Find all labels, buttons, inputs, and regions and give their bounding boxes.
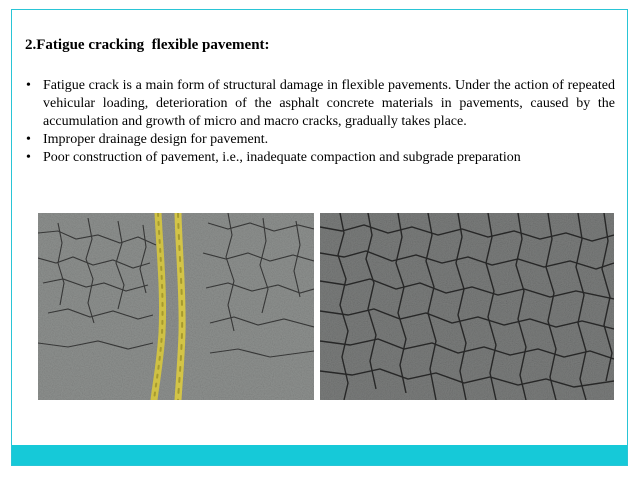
slide-frame [11, 9, 628, 466]
bullet-icon: • [26, 132, 31, 147]
bullet-icon: • [26, 150, 31, 165]
slide-title: 2.Fatigue cracking flexible pavement: [25, 37, 270, 53]
bullet-text: Fatigue crack is a main form of structural damage in flexible pavements. Under the action of repeated vehicular loading, deterioration of the asphalt concrete materials in pavements, caused by the accumulation and growth of micro and macro cracks, gradually takes place. [43, 78, 615, 129]
footer-accent-bar [12, 445, 627, 465]
bullet-icon: • [26, 78, 31, 93]
bullet-list [25, 77, 615, 167]
road-yellow-line-photo [38, 213, 314, 400]
bullet-text: Poor construction of pavement, i.e., inadequate compaction and subgrade preparation [43, 150, 521, 165]
alligator-crack-image [320, 213, 614, 400]
cracked-road-image [38, 213, 314, 400]
alligator-cracking-photo [320, 213, 614, 400]
bullet-item [25, 77, 615, 131]
bullet-text: Improper drainage design for pavement. [43, 132, 269, 147]
bullet-item [25, 131, 615, 149]
bullet-item [25, 149, 615, 167]
